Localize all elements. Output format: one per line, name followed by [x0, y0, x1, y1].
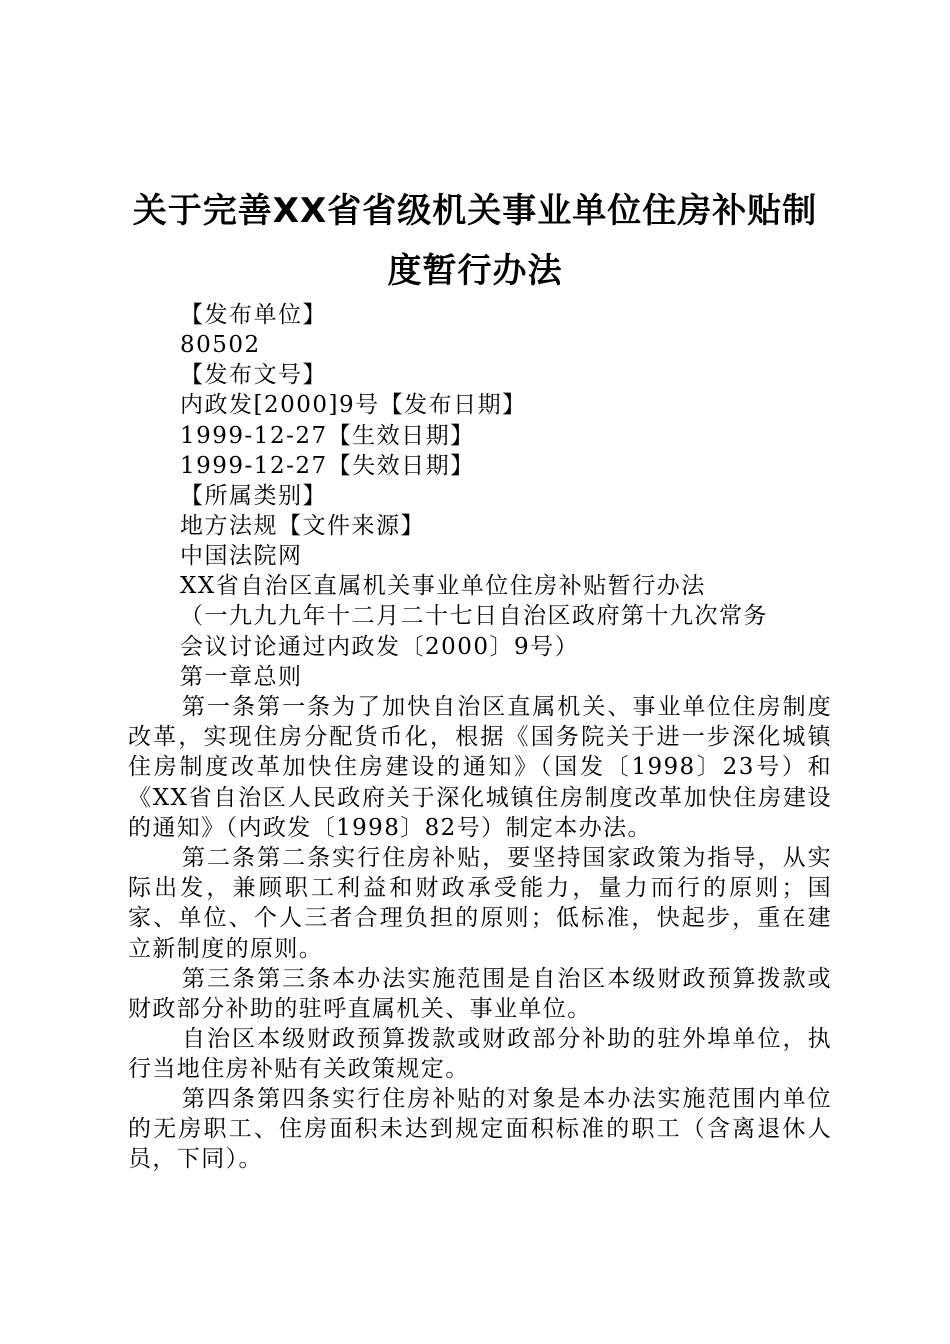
title-line-1: 关于完善XX省省级机关事业单位住房补贴制: [132, 191, 818, 231]
meta-line: 中国法院网: [180, 543, 303, 569]
meta-line: XX省自治区直属机关事业单位住房补贴暂行办法: [180, 573, 706, 599]
meta-line: 【发布文号】: [180, 362, 327, 388]
meta-line: 【发布单位】: [180, 302, 327, 328]
meta-line: （一九九九年十二月二十七日自治区政府第十九次常务: [180, 603, 768, 629]
meta-line: 会议讨论通过内政发〔2000〕9号）: [180, 634, 580, 660]
article-2: 第二条第二条实行住房补贴，要坚持国家政策为指导，从实际出发，兼顾职工利益和财政承受能力，量力而行的原则；国家、单位、个人三者合理负担的原则；低标准，快起步，重在建立新制度的原则。: [128, 845, 832, 962]
meta-line: 地方法规【文件来源】: [180, 513, 425, 539]
meta-line: 1999-12-27【失效日期】: [180, 453, 475, 479]
article-4: 第四条第四条实行住房补贴的对象是本办法实施范围内单位的无房职工、住房面积未达到规定面积标准的职工（含离退休人员，下同）。: [128, 1086, 832, 1173]
chapter-heading: 第一章总则: [180, 664, 303, 690]
title-line-2: 度暂行办法: [387, 251, 563, 291]
article-1: 第一条第一条为了加快自治区直属机关、事业单位住房制度改革，实现住房分配货币化，根据《国务院关于进一步深化城镇住房制度改革加快住房建设的通知》（国发〔1998〕23号）和《XX省自治区人民政府关于深化城镇住房制度改革加快住房建设的通知》（内政发〔1998〕82号）制定本办法。: [128, 694, 832, 841]
meta-line: 1999-12-27【生效日期】: [180, 423, 475, 449]
meta-line: 【所属类别】: [180, 483, 327, 509]
article-3-supplement: 自治区本级财政预算拨款或财政部分补助的驻外埠单位，执行当地住房补贴有关政策规定。: [128, 1026, 832, 1083]
meta-line: 80502: [180, 332, 261, 358]
meta-line: 内政发[2000]9号【发布日期】: [180, 392, 527, 418]
article-3: 第三条第三条本办法实施范围是自治区本级财政预算拨款或财政部分补助的驻呼直属机关、事业单位。: [128, 966, 832, 1023]
